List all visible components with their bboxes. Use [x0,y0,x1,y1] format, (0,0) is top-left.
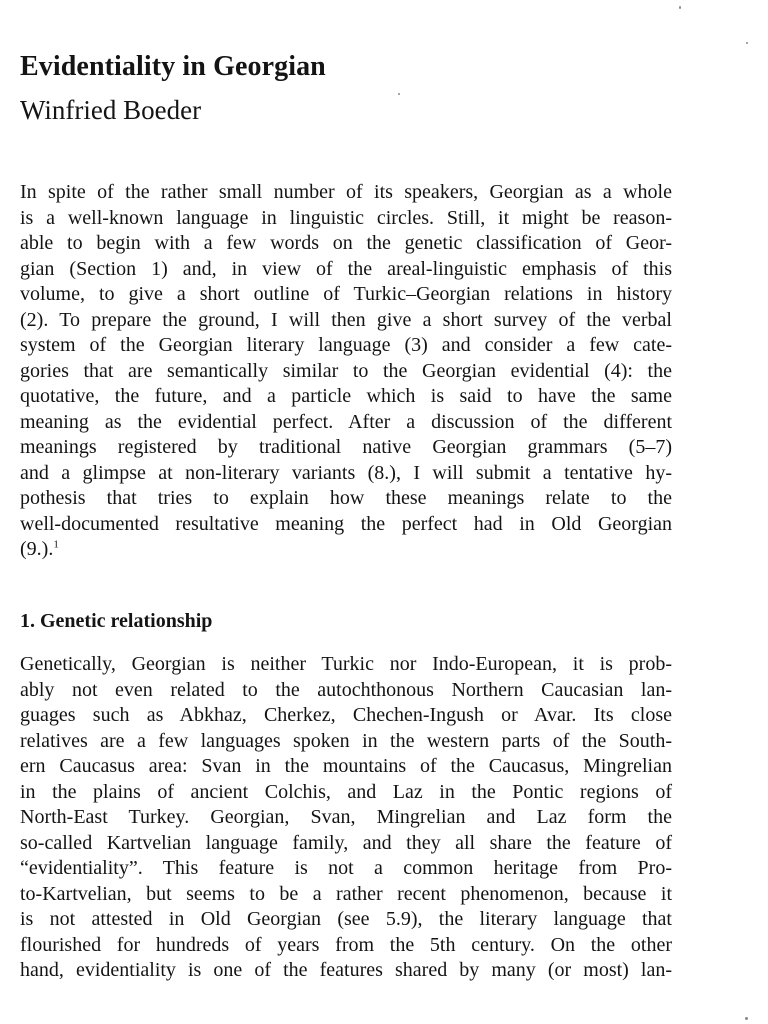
article-author: Winfried Boeder [20,95,202,125]
text-line: (2). To prepare the ground, I will then give a short survey of the verbal [20,308,672,331]
text-line: In spite of the rather small number of its speakers, Georgian as a whole [20,181,672,203]
intro-paragraph [20,180,672,563]
text-line: gories that are semantically similar to the Georgian evidential (4): the [20,359,672,382]
text-line: gian (Section 1) and, in view of the areal-linguistic emphasis of this [20,257,672,280]
text-line: guages such as Abkhaz, Cherkez, Chechen-Ingush or Avar. Its close [20,704,672,726]
text-line: relatives are a few languages spoken in the western parts of the South- [20,729,672,752]
text-line: able to begin with a few words on the genetic classification of Geor- [20,232,672,254]
text-line: system of the Georgian literary language (3) and consider a few cate- [20,334,672,356]
article-title: Evidentiality in Georgian [20,51,326,82]
scan-speck [745,1017,748,1020]
text-line: meaning as the evidential perfect. After a discussion of the different [20,410,672,433]
scan-speck [746,42,748,44]
text-line: meanings registered by traditional native Georgian grammars (5–7) [20,436,672,458]
scan-speck [679,6,681,9]
text-line: well-documented resultative meaning the perfect had in Old Georgian [20,512,672,535]
text-line: in the plains of ancient Colchis, and Laz in the Pontic regions of [20,780,672,803]
text-line-last [20,537,672,563]
text-line: pothesis that tries to explain how these meanings relate to the [20,487,672,509]
section-paragraph [20,652,672,984]
text-line: hand, evidentiality is one of the features shared by many (or most) lan- [20,959,672,981]
section-heading: 1. Genetic relationship [20,610,213,632]
text-line: is a well-known language in linguistic circles. Still, it might be reason- [20,206,672,229]
scan-speck [398,93,400,95]
text-line: is not attested in Old Georgian (see 5.9), the literary language that [20,908,672,930]
text-line-content: (9.). [20,538,54,560]
text-line: and a glimpse at non-literary variants (8.), I will submit a tentative hy- [20,461,672,484]
text-line: so-called Kartvelian language family, and they all share the feature of [20,831,672,854]
text-line: “evidentiality”. This feature is not a common heritage from Pro- [20,857,672,879]
text-line: ably not even related to the autochthonous Northern Caucasian lan- [20,678,672,701]
text-line: quotative, the future, and a particle which is said to have the same [20,385,672,407]
text-line: volume, to give a short outline of Turkic–Georgian relations in history [20,283,672,305]
text-line: North-East Turkey. Georgian, Svan, Mingrelian and Laz form the [20,806,672,828]
text-line: ern Caucasus area: Svan in the mountains of the Caucasus, Mingrelian [20,755,672,777]
text-line: to-Kartvelian, but seems to be a rather recent phenomenon, because it [20,882,672,905]
footnote-marker[interactable]: 1 [53,538,59,551]
text-line: flourished for hundreds of years from the 5th century. On the other [20,933,672,956]
text-line: Genetically, Georgian is neither Turkic nor Indo-European, it is prob- [20,653,672,675]
